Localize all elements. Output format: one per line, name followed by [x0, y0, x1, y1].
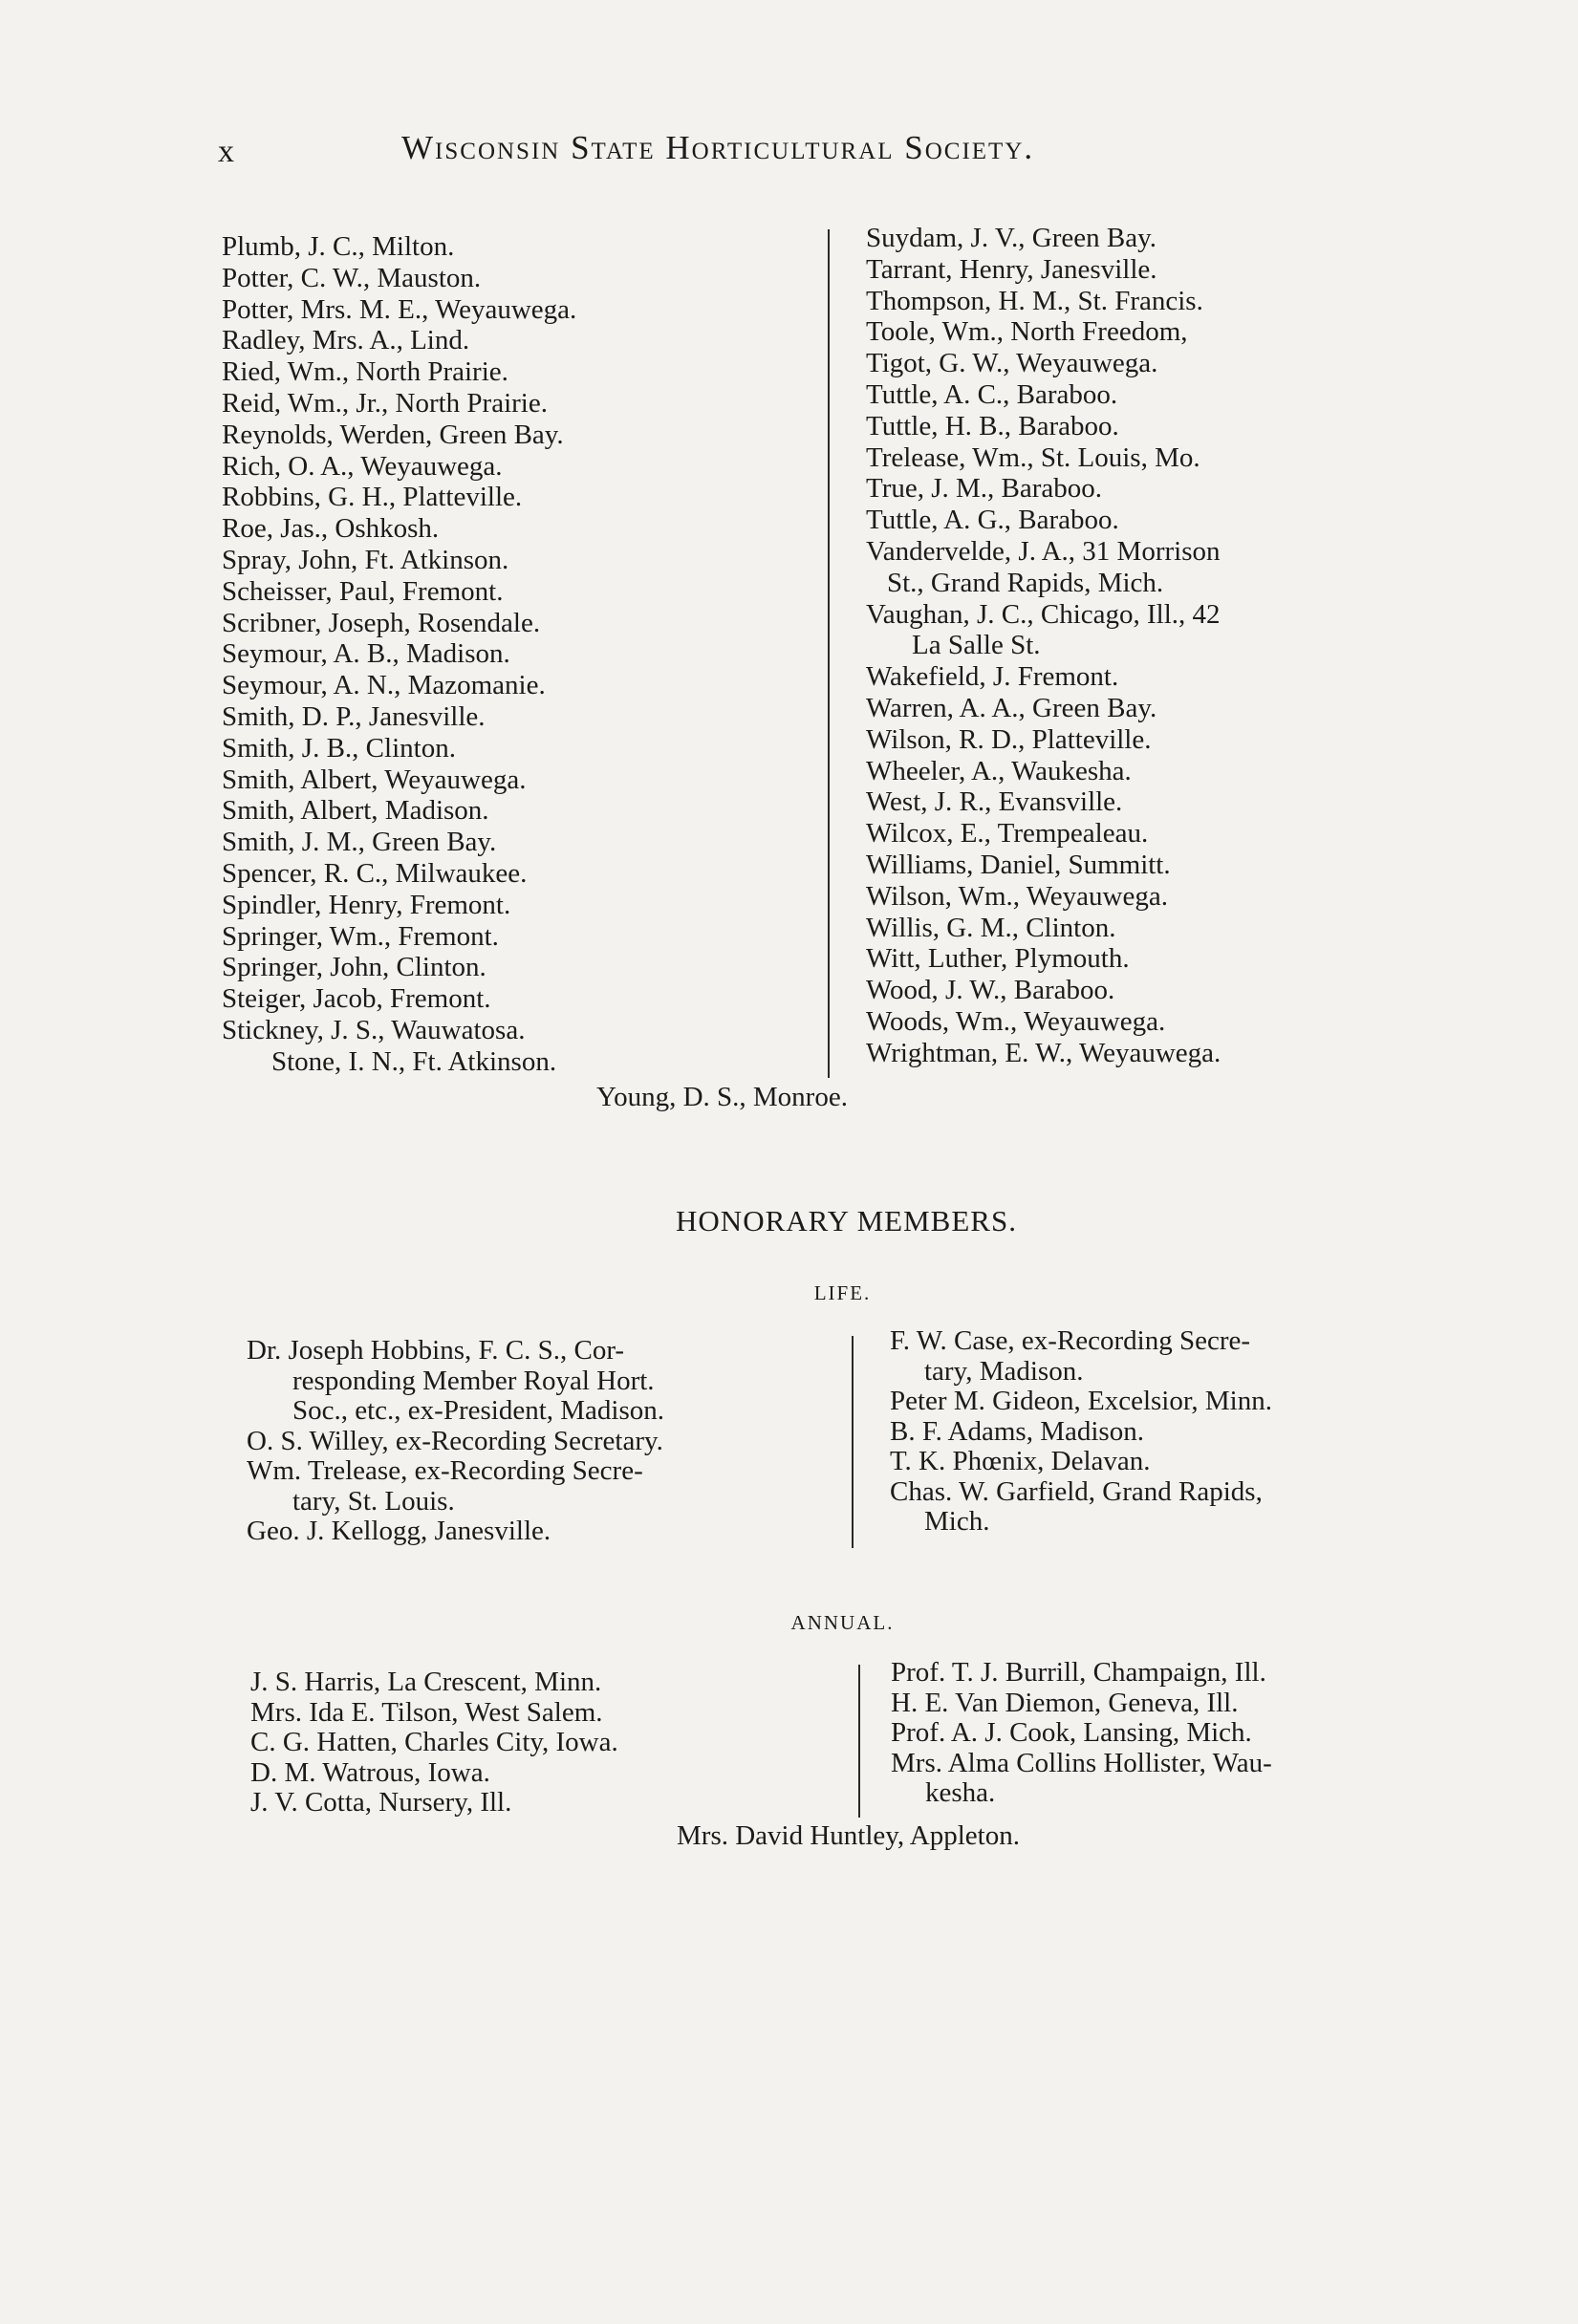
list-item: C. G. Hatten, Charles City, Iowa. [250, 1727, 618, 1757]
list-item: Vaughan, J. C., Chicago, Ill., 42 [866, 598, 1221, 630]
annual-left-column [250, 1668, 618, 1818]
list-item: Warren, A. A., Green Bay. [866, 692, 1157, 723]
list-item: Williams, Daniel, Summitt. [866, 849, 1171, 880]
annual-right-column [891, 1658, 1272, 1809]
list-item: Wilson, R. D., Platteville. [866, 723, 1152, 755]
list-item: responding Member Royal Hort. [292, 1365, 655, 1396]
list-item: J. S. Harris, La Crescent, Minn. [250, 1667, 602, 1697]
list-item: Smith, D. P., Janesville. [222, 700, 486, 732]
list-item: Reynolds, Werden, Green Bay. [222, 419, 564, 450]
list-item: Trelease, Wm., St. Louis, Mo. [866, 441, 1200, 473]
list-item: J. V. Cotta, Nursery, Ill. [250, 1787, 512, 1818]
list-item: Tuttle, A. G., Baraboo. [866, 505, 1119, 536]
list-item: Chas. W. Garfield, Grand Rapids, [890, 1475, 1263, 1507]
list-item: Wilson, Wm., Weyauwega. [866, 880, 1168, 912]
list-item: Stickney, J. S., Wauwatosa. [222, 1014, 526, 1045]
list-item: H. E. Van Diemon, Geneva, Ill. [891, 1687, 1239, 1718]
list-item: T. K. Phœnix, Delavan. [890, 1446, 1151, 1476]
list-item: D. M. Watrous, Iowa. [250, 1756, 490, 1788]
list-item: Suydam, J. V., Green Bay. [866, 223, 1156, 253]
list-item: Soc., etc., ex-President, Madison. [292, 1395, 665, 1426]
list-item: West, J. R., Evansville. [866, 786, 1123, 818]
members-left-column [222, 231, 576, 1078]
list-item: Smith, J. M., Green Bay. [222, 827, 497, 858]
list-item: Roe, Jas., Oshkosh. [222, 513, 440, 545]
list-item: Ried, Wm., North Prairie. [222, 356, 508, 388]
life-heading: LIFE. [813, 1281, 872, 1304]
list-item: B. F. Adams, Madison. [890, 1415, 1144, 1447]
annual-heading: ANNUAL. [790, 1611, 895, 1634]
honorary-members-heading: HONORARY MEMBERS. [676, 1204, 1017, 1237]
list-item: Wheeler, A., Waukesha. [866, 755, 1132, 786]
list-item: Geo. J. Kellogg, Janesville. [247, 1516, 551, 1546]
list-item: Springer, John, Clinton. [222, 952, 486, 983]
list-item: tary, St. Louis. [292, 1485, 455, 1517]
members-right-column [866, 223, 1221, 1069]
list-item: Willis, G. M., Clinton. [866, 912, 1116, 943]
list-item: Steiger, Jacob, Fremont. [222, 983, 491, 1015]
list-item: Seymour, A. B., Madison. [222, 638, 510, 670]
list-item: tary, Madison. [924, 1355, 1084, 1387]
list-item: La Salle St. [912, 630, 1041, 661]
life-left-column [247, 1336, 664, 1547]
list-item: Rich, O. A., Weyauwega. [222, 450, 503, 482]
list-item: Spencer, R. C., Milwaukee. [222, 857, 528, 889]
list-item: Peter M. Gideon, Excelsior, Minn. [890, 1386, 1272, 1416]
list-item: Radley, Mrs. A., Lind. [222, 325, 470, 356]
list-item: Scheisser, Paul, Fremont. [222, 575, 504, 607]
list-item: Wilcox, E., Trempealeau. [866, 818, 1149, 850]
list-item: True, J. M., Baraboo. [866, 473, 1103, 505]
list-item: Wakefield, J. Fremont. [866, 661, 1119, 693]
list-item: Smith, Albert, Weyauwega. [222, 764, 527, 795]
list-item: O. S. Willey, ex-Recording Secretary. [247, 1425, 663, 1456]
list-item: Toole, Wm., North Freedom, [866, 316, 1188, 348]
list-item: Stone, I. N., Ft. Atkinson. [271, 1045, 557, 1077]
life-right-column [890, 1326, 1272, 1538]
page-number: x [218, 134, 235, 169]
list-item: Wrightman, E. W., Weyauwega. [866, 1037, 1221, 1068]
list-item: Scribner, Joseph, Rosendale. [222, 607, 541, 638]
list-item: Tuttle, A. C., Baraboo. [866, 378, 1118, 410]
list-item: Prof. T. J. Burrill, Champaign, Ill. [891, 1657, 1266, 1688]
list-item: Mrs. David Huntley, Appleton. [677, 1820, 1020, 1851]
list-item: kesha. [925, 1777, 996, 1808]
list-item: Mich. [924, 1506, 990, 1537]
list-item: Mrs. Alma Collins Hollister, Wau- [891, 1747, 1272, 1778]
column-divider [858, 1665, 860, 1818]
list-item: Dr. Joseph Hobbins, F. C. S., Cor- [247, 1335, 625, 1366]
list-item: Reid, Wm., Jr., North Prairie. [222, 387, 548, 419]
list-item: Potter, C. W., Mauston. [222, 262, 482, 293]
list-item: Thompson, H. M., St. Francis. [866, 285, 1203, 316]
list-item: Plumb, J. C., Milton. [222, 231, 455, 262]
list-item: Potter, Mrs. M. E., Weyauwega. [222, 293, 577, 325]
list-item: Woods, Wm., Weyauwega. [866, 1005, 1166, 1037]
list-item: Smith, J. B., Clinton. [222, 732, 456, 764]
running-head: Wisconsin State Horticultural Society. [401, 129, 1035, 166]
list-item: Witt, Luther, Plymouth. [866, 943, 1130, 975]
list-item: Young, D. S., Monroe. [596, 1082, 848, 1112]
list-item: Spray, John, Ft. Atkinson. [222, 544, 509, 575]
list-item: Robbins, G. H., Platteville. [222, 482, 523, 513]
list-item: Vandervelde, J. A., 31 Morrison [866, 535, 1221, 567]
list-item: Tigot, G. W., Weyauwega. [866, 348, 1158, 379]
list-item: Wood, J. W., Baraboo. [866, 975, 1115, 1006]
column-divider [828, 229, 830, 1078]
list-item: Mrs. Ida E. Tilson, West Salem. [250, 1696, 603, 1728]
list-item: Prof. A. J. Cook, Lansing, Mich. [891, 1717, 1252, 1748]
list-item: Tarrant, Henry, Janesville. [866, 253, 1157, 285]
list-item: Wm. Trelease, ex-Recording Secre- [247, 1455, 643, 1486]
column-divider [852, 1336, 854, 1548]
list-item: Springer, Wm., Fremont. [222, 920, 499, 952]
list-item: Smith, Albert, Madison. [222, 795, 489, 827]
list-item: Tuttle, H. B., Baraboo. [866, 410, 1119, 441]
list-item: Spindler, Henry, Fremont. [222, 889, 511, 920]
list-item: St., Grand Rapids, Mich. [887, 567, 1164, 598]
list-item: Seymour, A. N., Mazomanie. [222, 670, 546, 701]
list-item: F. W. Case, ex-Recording Secre- [890, 1325, 1250, 1356]
